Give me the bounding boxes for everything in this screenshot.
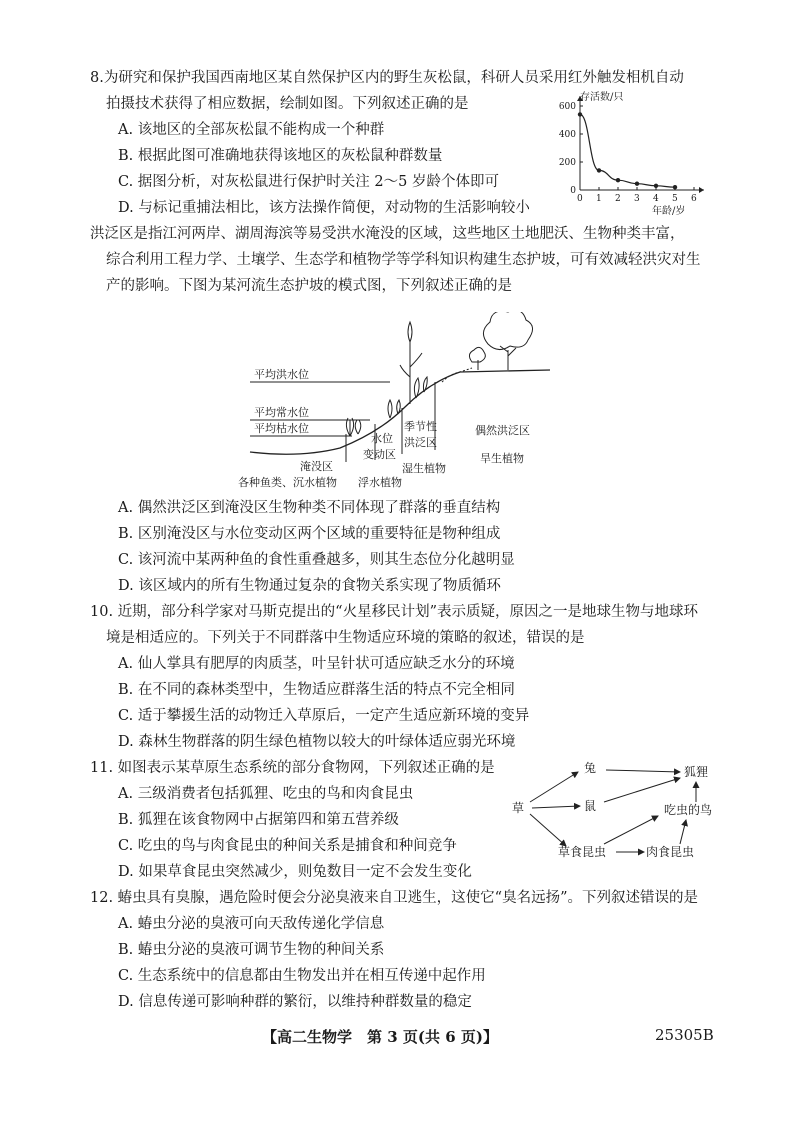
arrow-grass-mouse [532,806,580,808]
arrow-rabbit-fox [606,770,680,772]
chart-data-point [578,112,582,116]
chart-ytick-label: 0 [570,186,576,196]
q12-option-a: A. 蝽虫分泌的臭液可向天敌传递化学信息 [118,916,385,932]
q11-option-a: A. 三级消费者包括狐狸、吃虫的鸟和肉食昆虫 [118,786,414,802]
chart-ylabel: 存活数/只 [580,92,624,103]
zone-occasional-label: 偶然洪泛区 [475,424,530,437]
arrow-herb-insect-bird [604,816,658,844]
chart-xtick-label: 0 [577,194,583,204]
node-rabbit: 兔 [584,761,597,775]
chart-series-line [580,114,675,187]
q10-option-b: B. 在不同的森林类型中，生物适应群落生活的特点不完全相同 [118,682,515,698]
tree-icon [469,312,532,370]
plant-float-label: 浮水植物 [358,476,402,489]
page-footer-title: 【高二生物学 第 3 页(共 6 页)】 [262,1028,498,1046]
node-mouse: 鼠 [584,799,597,813]
page-footer-code: 25305B [655,1026,714,1044]
q10-option-a: A. 仙人掌具有肥厚的肉质茎，叶呈针状可适应缺乏水分的环境 [118,656,515,672]
q9-option-c: C. 该河流中某两种鱼的食性重叠越多，则其生态位分化越明显 [118,552,515,568]
q9-stem-line1: 洪泛区是指江河两岸、湖周海滨等易受洪水淹没的区域，这些地区土地肥沃、生物种类丰富， [90,226,685,242]
survival-chart [540,86,710,220]
node-grass: 草 [512,801,525,815]
slope-diagram [230,312,560,494]
q9-stem-line3: 产的影响。下图为某河流生态护坡的模式图，下列叙述正确的是 [106,278,512,294]
node-fox: 狐狸 [684,765,709,779]
chart-data-point [673,185,677,189]
chart-data-point [654,184,658,188]
chart-ytick-label: 600 [558,102,576,112]
dry-level-label: 平均枯水位 [254,422,309,435]
chart-xtick-label: 5 [672,194,678,204]
chart-xtick-label: 1 [596,194,602,204]
q8-option-d: D. 与标记重捕法相比，该方法操作简便，对动物的生活影响较小 [118,200,530,216]
chart-xtick-label: 2 [615,194,621,204]
zone-fluctuation-label-1: 水位 [371,432,393,445]
q11-option-c: C. 吃虫的鸟与肉食昆虫的种间关系是捕食和种间竞争 [118,838,457,854]
q12-stem-line1: 12. 蝽虫具有臭腺，遇危险时便会分泌臭液来自卫逃生，这使它“臭名远扬”。下列叙述错误的是 [90,890,698,906]
q8-option-a: A. 该地区的全部灰松鼠不能构成一个种群 [118,122,385,138]
chart-data-point [635,182,639,186]
q9-option-d: D. 该区域内的所有生物通过复杂的食物关系实现了物质循环 [118,578,501,594]
chart-data-point [597,168,601,172]
zone-submerged-label: 淹没区 [300,460,333,473]
q11-stem-line1: 11. 如图表示某草原生态系统的部分食物网，下列叙述正确的是 [90,760,495,776]
arrow-mouse-fox [604,778,680,802]
food-web-diagram [508,756,728,868]
arrow-carn-insect-bird [680,820,686,844]
zone-seasonal-label-2: 洪泛区 [404,436,437,449]
chart-xtick-label: 4 [653,194,659,204]
q8-option-c: C. 据图分析，对灰松鼠进行保护时关注 2～5 岁龄个体即可 [118,174,499,190]
q9-option-a: A. 偶然洪泛区到淹没区生物种类不同体现了群落的垂直结构 [118,500,501,516]
chart-xtick-label: 6 [691,194,697,204]
zone-seasonal-label-1: 季节性 [404,420,437,433]
q12-option-c: C. 生态系统中的信息都由生物发出并在相互传递中起作用 [118,968,486,984]
node-carn-insect: 肉食昆虫 [646,845,695,859]
q8-option-b: B. 根据此图可准确地获得该地区的灰松鼠种群数量 [118,148,443,164]
q11-option-d: D. 如果草食昆虫突然减少，则兔数目一定不会发生变化 [118,864,472,880]
arrow-grass-rabbit [530,772,578,802]
plant-sub-label: 各种鱼类、沉水植物 [238,476,337,489]
q8-stem-line1: 8.为研究和保护我国西南地区某自然保护区内的野生灰松鼠，科研人员采用红外触发相机自动 [90,70,684,86]
chart-x-arrow [699,187,704,193]
q8-stem-line2: 拍摄技术获得了相应数据，绘制如图。下列叙述正确的是 [106,96,469,112]
q12-option-b: B. 蝽虫分泌的臭液可调节生物的种间关系 [118,942,385,958]
chart-data-point [616,178,620,182]
node-herb-insect: 草食昆虫 [558,845,607,859]
q12-option-d: D. 信息传递可影响种群的繁衍，以维持种群数量的稳定 [118,994,472,1010]
flood-level-label: 平均洪水位 [254,368,309,381]
q10-stem-line1: 10. 近期，部分科学家对马斯克提出的“火星移民计划”表示质疑，原因之一是地球生物与地球环 [90,604,698,620]
plant-wet-label: 湿生植物 [402,462,446,475]
chart-ytick-label: 200 [558,158,576,168]
chart-ytick-label: 400 [558,130,576,140]
q10-option-c: C. 适于攀援生活的动物迁入草原后，一定产生适应新环境的变异 [118,708,530,724]
q10-stem-line2: 境是相适应的。下列关于不同群落中生物适应环境的策略的叙述，错误的是 [106,630,585,646]
arrow-grass-herb-insect [530,814,566,846]
plant-dry-label: 旱生植物 [480,452,524,465]
chart-xtick-label: 3 [634,194,640,204]
q10-option-d: D. 森林生物群落的阴生绿色植物以较大的叶绿体适应弱光环境 [118,734,516,750]
q9-option-b: B. 区别淹没区与水位变动区两个区域的重要特征是物种组成 [118,526,501,542]
zone-fluctuation-label-2: 变动区 [363,448,396,461]
q11-option-b: B. 狐狸在该食物网中占据第四和第五营养级 [118,812,399,828]
q9-stem-line2: 综合利用工程力学、土壤学、生态学和植物学等学科知识构建生态护坡，可有效减轻洪灾对生 [106,252,701,268]
chart-xlabel: 年龄/岁 [652,206,686,217]
node-bird: 吃虫的鸟 [664,803,713,817]
normal-level-label: 平均常水位 [254,406,309,419]
